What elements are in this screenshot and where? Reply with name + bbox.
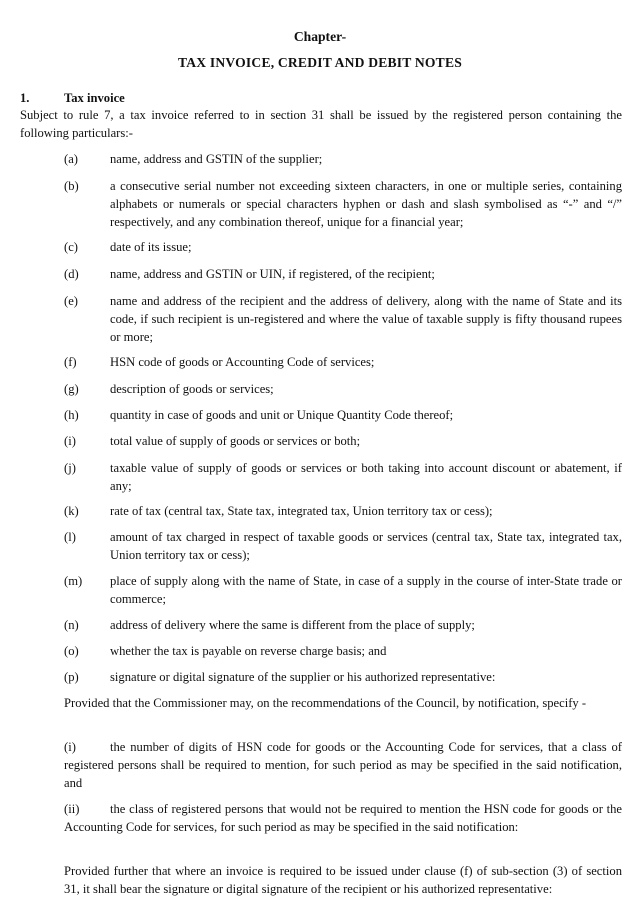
item-text: HSN code of goods or Accounting Code of services; xyxy=(110,355,375,369)
item-text: a consecutive serial number not exceeding sixteen characters, in one or multiple series, containing alphabets or numerals or special characters hyphen or dash and slash symbolised as “-” and “/” respectively, and any combination thereof, unique for a financial year; xyxy=(110,179,622,229)
section-number: 1. xyxy=(20,91,30,105)
sub-item-text: the number of digits of HSN code for goods or the Accounting Code for services, that a class of registered persons shall be required to mention, for such period as may be specified in the said notification, and xyxy=(64,740,622,790)
sub-item xyxy=(64,738,622,792)
sub-item-text: the class of registered persons that would not be required to mention the HSN code for goods or the Accounting Code for services, for such period as may be specified in the said notification: xyxy=(64,802,622,834)
list-item xyxy=(64,353,622,371)
item-text: name, address and GSTIN of the supplier; xyxy=(110,152,323,166)
item-label: (e) xyxy=(64,294,78,308)
item-label: (k) xyxy=(64,504,79,518)
chapter-title: TAX INVOICE, CREDIT AND DEBIT NOTES xyxy=(178,55,462,70)
item-text: whether the tax is payable on reverse charge basis; and xyxy=(110,644,387,658)
item-text: quantity in case of goods and unit or Unique Quantity Code thereof; xyxy=(110,408,454,422)
list-item xyxy=(64,459,622,495)
item-label: (c) xyxy=(64,240,78,254)
section-intro: Subject to rule 7, a tax invoice referred to in section 31 shall be issued by the registered person containing the following particulars:- xyxy=(20,108,622,140)
item-label: (a) xyxy=(64,152,78,166)
list-item xyxy=(64,406,622,424)
item-text: date of its issue; xyxy=(110,240,192,254)
item-text: description of goods or services; xyxy=(110,382,274,396)
item-text: rate of tax (central tax, State tax, integrated tax, Union territory tax or cess); xyxy=(110,504,493,518)
list-item xyxy=(64,177,622,231)
item-label: (f) xyxy=(64,355,77,369)
sub-item-label: (ii) xyxy=(64,802,80,816)
list-item xyxy=(64,616,622,634)
list-item xyxy=(64,380,622,398)
list-item xyxy=(64,265,622,283)
sub-item-label: (i) xyxy=(64,740,76,754)
item-text: total value of supply of goods or services or both; xyxy=(110,434,361,448)
item-label: (n) xyxy=(64,618,79,632)
item-label: (p) xyxy=(64,670,79,684)
item-text: taxable value of supply of goods or services or both taking into account discount or abatement, if any; xyxy=(110,461,622,493)
item-text: name, address and GSTIN or UIN, if registered, of the recipient; xyxy=(110,267,435,281)
list-item xyxy=(64,528,622,564)
item-label: (b) xyxy=(64,179,79,193)
proviso-paragraph: Provided that the Commissioner may, on the recommendations of the Council, by notification, specify - xyxy=(64,696,587,710)
proviso-further-paragraph: Provided further that where an invoice is required to be issued under clause (f) of sub-section (3) of section 31, it shall bear the signature or digital signature of the recipient or his authorized representative: xyxy=(64,864,622,896)
item-text: place of supply along with the name of State, in case of a supply in the course of inter-State trade or commerce; xyxy=(110,574,622,606)
section-title: Tax invoice xyxy=(64,91,125,105)
item-label: (g) xyxy=(64,382,79,396)
list-item xyxy=(64,292,622,346)
item-text: signature or digital signature of the supplier or his authorized representative: xyxy=(110,670,496,684)
list-item xyxy=(64,502,622,520)
item-label: (j) xyxy=(64,461,76,475)
list-item xyxy=(64,668,622,686)
list-item xyxy=(64,238,622,256)
item-label: (i) xyxy=(64,434,76,448)
item-text: address of delivery where the same is different from the place of supply; xyxy=(110,618,475,632)
item-label: (h) xyxy=(64,408,79,422)
list-item xyxy=(64,150,622,168)
item-text: amount of tax charged in respect of taxable goods or services (central tax, State tax, integrated tax, Union territory tax or cess); xyxy=(110,530,622,562)
list-item xyxy=(64,432,622,450)
item-label: (l) xyxy=(64,530,76,544)
list-item xyxy=(64,572,622,608)
sub-item xyxy=(64,800,622,836)
chapter-heading: Chapter- xyxy=(293,29,347,44)
item-label: (o) xyxy=(64,644,79,658)
list-item xyxy=(64,642,622,660)
item-text: name and address of the recipient and the address of delivery, along with the name of State and its code, if such recipient is un-registered and where the value of taxable supply is fifty thousand rupees or more; xyxy=(110,294,622,344)
item-label: (d) xyxy=(64,267,79,281)
item-label: (m) xyxy=(64,574,83,588)
